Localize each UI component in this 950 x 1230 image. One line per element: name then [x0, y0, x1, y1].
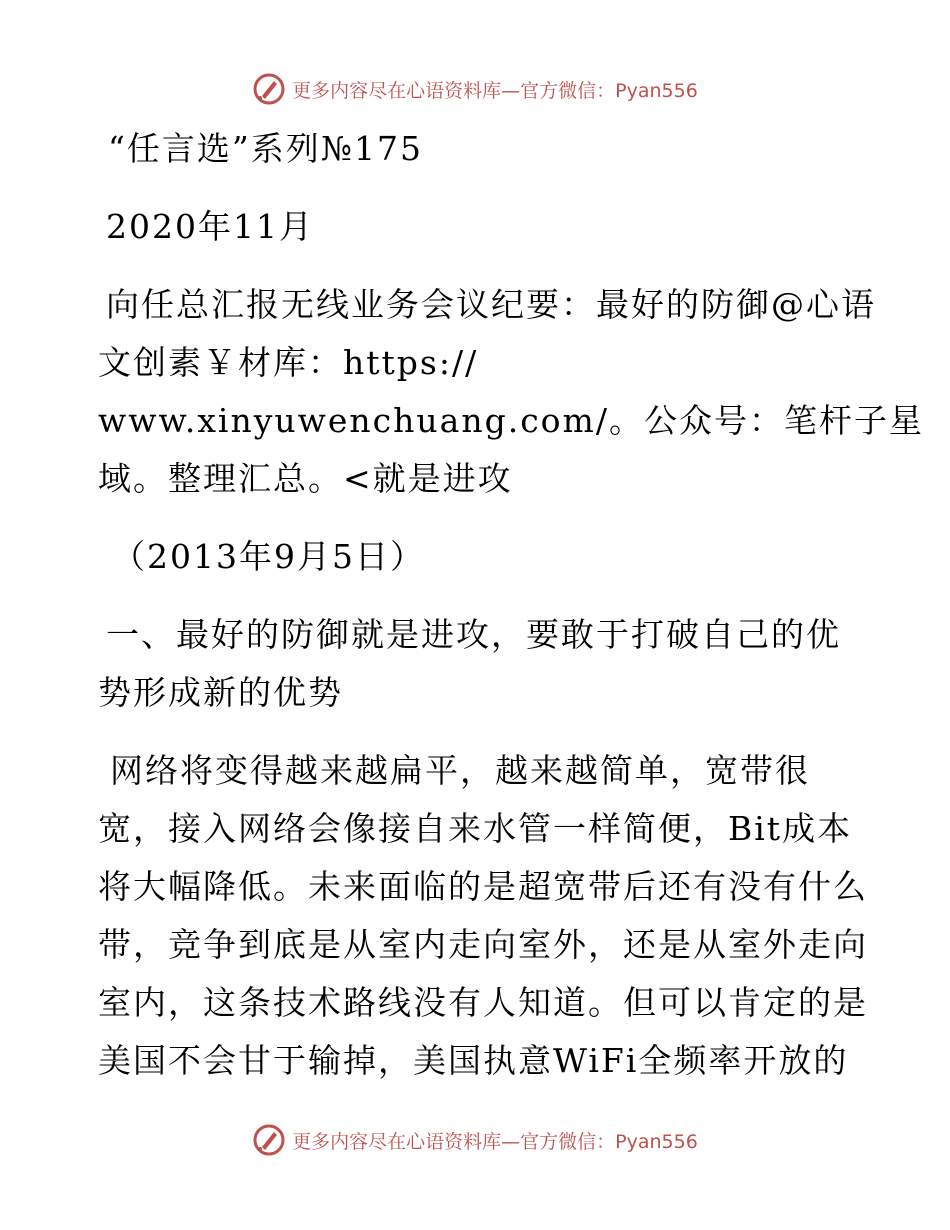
title-line: 域。整理汇总。<就是进攻: [98, 459, 513, 498]
footer-watermark: [0, 1123, 950, 1157]
body-line: 宽，接入网络会像接自来水管一样简便，Bit成本: [98, 809, 853, 848]
watermark-text: 更多内容尽在心语资料库—官方微信：Pyan556: [292, 1130, 698, 1153]
watermark-text: 更多内容尽在心语资料库—官方微信：Pyan556: [292, 79, 698, 102]
body-line: 美国不会甘于输掉，美国执意WiFi全频率开放的: [98, 1041, 849, 1080]
document-title: [98, 276, 924, 508]
heading-line: 一、最好的防御就是进攻，要敢于打破自己的优: [106, 615, 841, 654]
meeting-date: （2013年9月5日）: [112, 537, 425, 576]
body-paragraph: [98, 742, 868, 1090]
doc-date: 2020年11月: [106, 207, 314, 246]
body-line: 网络将变得越来越扁平，越来越简单，宽带很: [110, 751, 810, 790]
series-label: “任言选”系列№175: [108, 129, 423, 168]
body-line: 室内，这条技术路线没有人知道。但可以肯定的是: [98, 983, 868, 1022]
title-line: 向任总汇报无线业务会议纪要：最好的防御@心语: [106, 285, 876, 324]
section-heading: [98, 606, 858, 722]
body-line: 将大幅降低。未来面临的是超宽带后还有没有什么: [98, 867, 868, 906]
title-line: www.xinyuwenchuang.com/。公众号：笔杆子星: [98, 401, 924, 440]
title-line: 文创素￥材库：https://: [98, 343, 479, 382]
document-body: [98, 120, 924, 1090]
heading-line: 势形成新的优势: [98, 673, 343, 712]
pen-logo-icon: [252, 1123, 286, 1157]
pen-logo-icon: [252, 72, 286, 106]
body-line: 带，竞争到底是从室内走向室外，还是从室外走向: [98, 925, 868, 964]
header-watermark: [0, 72, 950, 106]
